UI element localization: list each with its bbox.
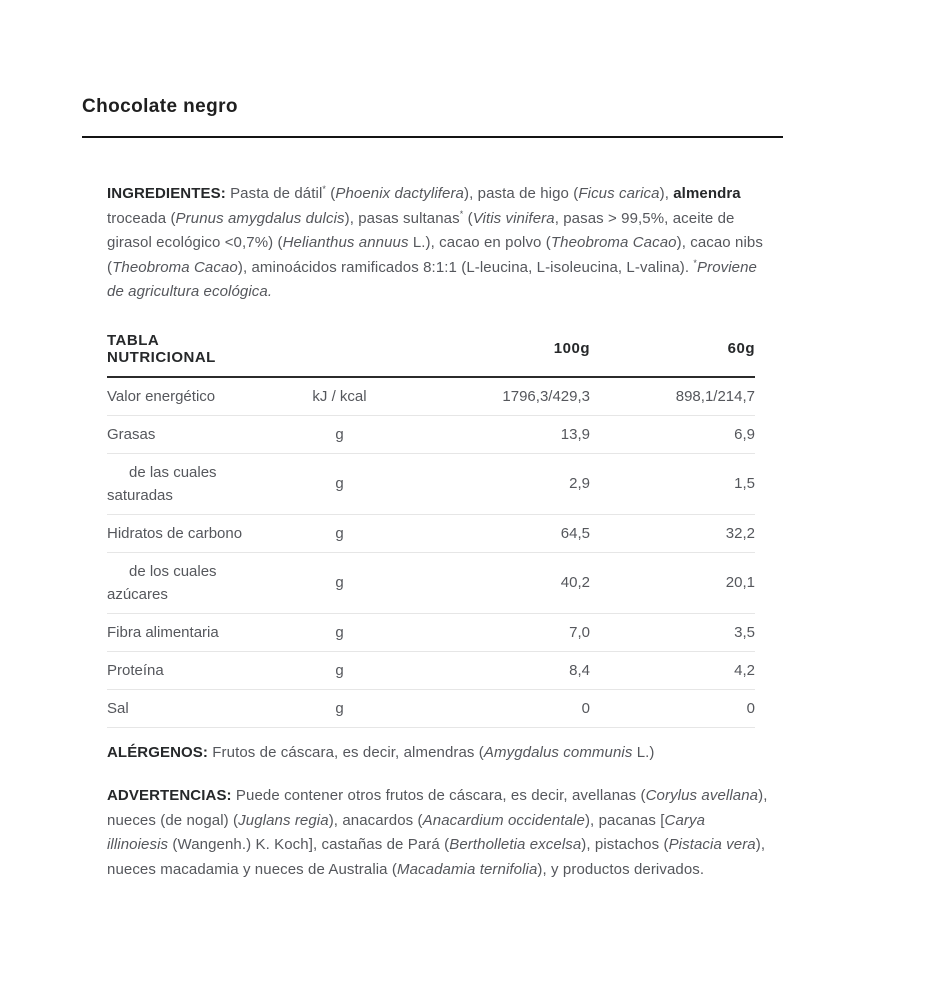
nutrition-table — [107, 326, 755, 728]
row-unit: g — [272, 613, 407, 651]
row-unit: g — [272, 514, 407, 552]
row-value-100g: 1796,3/429,3 — [407, 377, 590, 416]
table-row — [107, 552, 755, 613]
row-label: Hidratos de carbono — [107, 514, 272, 552]
row-unit: g — [272, 552, 407, 613]
row-value-100g: 64,5 — [407, 514, 590, 552]
table-row — [107, 689, 755, 727]
row-label: Proteína — [107, 651, 272, 689]
row-value-60g: 1,5 — [590, 453, 755, 514]
row-unit: g — [272, 415, 407, 453]
column-header-100g: 100g — [407, 326, 590, 377]
row-value-60g: 0 — [590, 689, 755, 727]
table-row — [107, 651, 755, 689]
row-label: Grasas — [107, 415, 272, 453]
table-row — [107, 613, 755, 651]
ingredients-paragraph: INGREDIENTES: Pasta de dátil* (Phoenix dactylifera), pasta de higo (Ficus carica), almendra troceada (Prunus amygdalus dulcis), pasas sultanas* (Vitis vinifera, pasas > 99,5%, aceite de girasol ecológico <0,7%) (Helianthus annuus L.), cacao en polvo (Theobroma Cacao), cacao nibs (Theobroma Cacao), aminoácidos ramificados 8:1:1 (L-leucina, L-isoleucina, L-valina). *Proviene de agricultura ecológica. — [107, 184, 763, 300]
row-value-100g: 40,2 — [407, 552, 590, 613]
row-label: Valor energético — [107, 377, 272, 416]
row-unit: kJ / kcal — [272, 377, 407, 416]
row-value-100g: 8,4 — [407, 651, 590, 689]
row-unit: g — [272, 689, 407, 727]
row-value-60g: 20,1 — [590, 552, 755, 613]
row-value-60g: 6,9 — [590, 415, 755, 453]
row-unit: g — [272, 651, 407, 689]
row-unit: g — [272, 453, 407, 514]
row-value-100g: 2,9 — [407, 453, 590, 514]
row-value-100g: 13,9 — [407, 415, 590, 453]
row-value-100g: 7,0 — [407, 613, 590, 651]
row-label: Sal — [107, 689, 272, 727]
row-label: de las cuales saturadas — [107, 453, 272, 514]
allergens-paragraph: ALÉRGENOS: Frutos de cáscara, es decir, almendras (Amygdalus communis L.) — [107, 743, 655, 761]
table-row — [107, 514, 755, 552]
nutrition-table-header-row — [107, 326, 755, 377]
row-value-60g: 32,2 — [590, 514, 755, 552]
table-row — [107, 453, 755, 514]
title-divider — [82, 136, 783, 138]
row-value-60g: 898,1/214,7 — [590, 377, 755, 416]
row-value-60g: 3,5 — [590, 613, 755, 651]
nutrition-table-title: TABLA NUTRICIONAL — [107, 326, 272, 377]
row-label: de los cuales azúcares — [107, 552, 272, 613]
product-details — [107, 182, 770, 882]
row-value-100g: 0 — [407, 689, 590, 727]
column-header-60g: 60g — [590, 326, 755, 377]
warnings-paragraph: ADVERTENCIAS: Puede contener otros frutos de cáscara, es decir, avellanas (Corylus avellana), nueces (de nogal) (Juglans regia), anacardos (Anacardium occidentale), pacanas [Carya illinoiesis (Wangenh.) K. Koch], castañas de Pará (Bertholletia excelsa), pistachos (Pistacia vera), nueces macadamia y nueces de Australia (Macadamia ternifolia), y productos derivados. — [107, 787, 768, 878]
page-title: Chocolate negro — [82, 96, 238, 117]
table-row — [107, 377, 755, 416]
table-row — [107, 415, 755, 453]
row-value-60g: 4,2 — [590, 651, 755, 689]
row-label: Fibra alimentaria — [107, 613, 272, 651]
unit-column-header — [272, 326, 407, 377]
